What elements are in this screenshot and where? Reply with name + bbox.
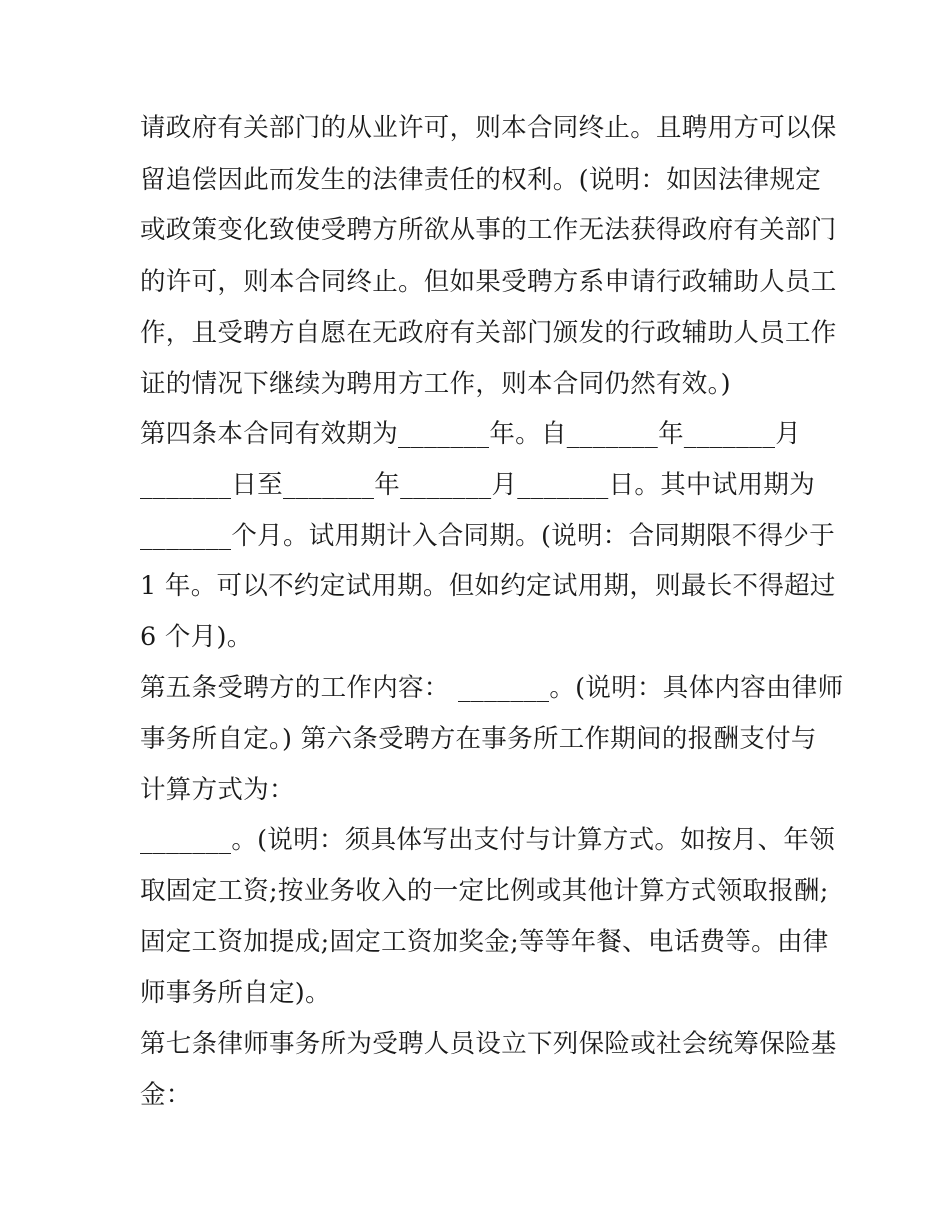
text-line-7: 第四条本合同有效期为_______年。自_______年_______月 [140,419,802,449]
text-line-18: 师事务所自定)。 [140,978,331,1008]
text-line-13: 事务所自定。) 第六条受聘方在事务所工作期间的报酬支付与 [140,724,817,754]
text-line-14: 计算方式为： [140,775,295,805]
text-line-5: 作，且受聘方自愿在无政府有关部门颁发的行政辅助人员工作 [140,318,837,348]
text-line-19: 第七条律师事务所为受聘人员设立下列保险或社会统筹保险基 [140,1029,837,1059]
text-line-10: 1 年。可以不约定试用期。但如约定试用期，则最长不得超过 [140,571,836,601]
text-line-4: 的许可，则本合同终止。但如果受聘方系申请行政辅助人员工 [140,267,837,297]
text-line-3: 或政策变化致使受聘方所欲从事的工作无法获得政府有关部门 [140,215,837,245]
text-line-16: 取固定工资;按业务收入的一定比例或其他计算方式领取报酬; [140,876,829,906]
text-line-2: 留追偿因此而发生的法律责任的权利。(说明：如因法律规定 [140,165,822,195]
text-line-15: _______。(说明：须具体写出支付与计算方式。如按月、年领 [140,825,835,855]
text-line-9: _______个月。试用期计入合同期。(说明：合同期限不得少于 [140,521,835,551]
text-line-6: 证的情况下继续为聘用方工作，则本合同仍然有效。) [140,369,731,399]
text-line-1: 请政府有关部门的从业许可，则本合同终止。且聘用方可以保 [140,113,837,143]
text-line-17: 固定工资加提成;固定工资加奖金;等等年餐、电话费等。由律 [140,927,829,957]
text-line-11: 6 个月)。 [140,622,253,652]
text-line-8: _______日至_______年_______月_______日。其中试用期为 [140,470,816,500]
text-line-12: 第五条受聘方的工作内容： _______。(说明：具体内容由律师 [140,673,844,703]
text-line-20: 金： [140,1080,192,1110]
